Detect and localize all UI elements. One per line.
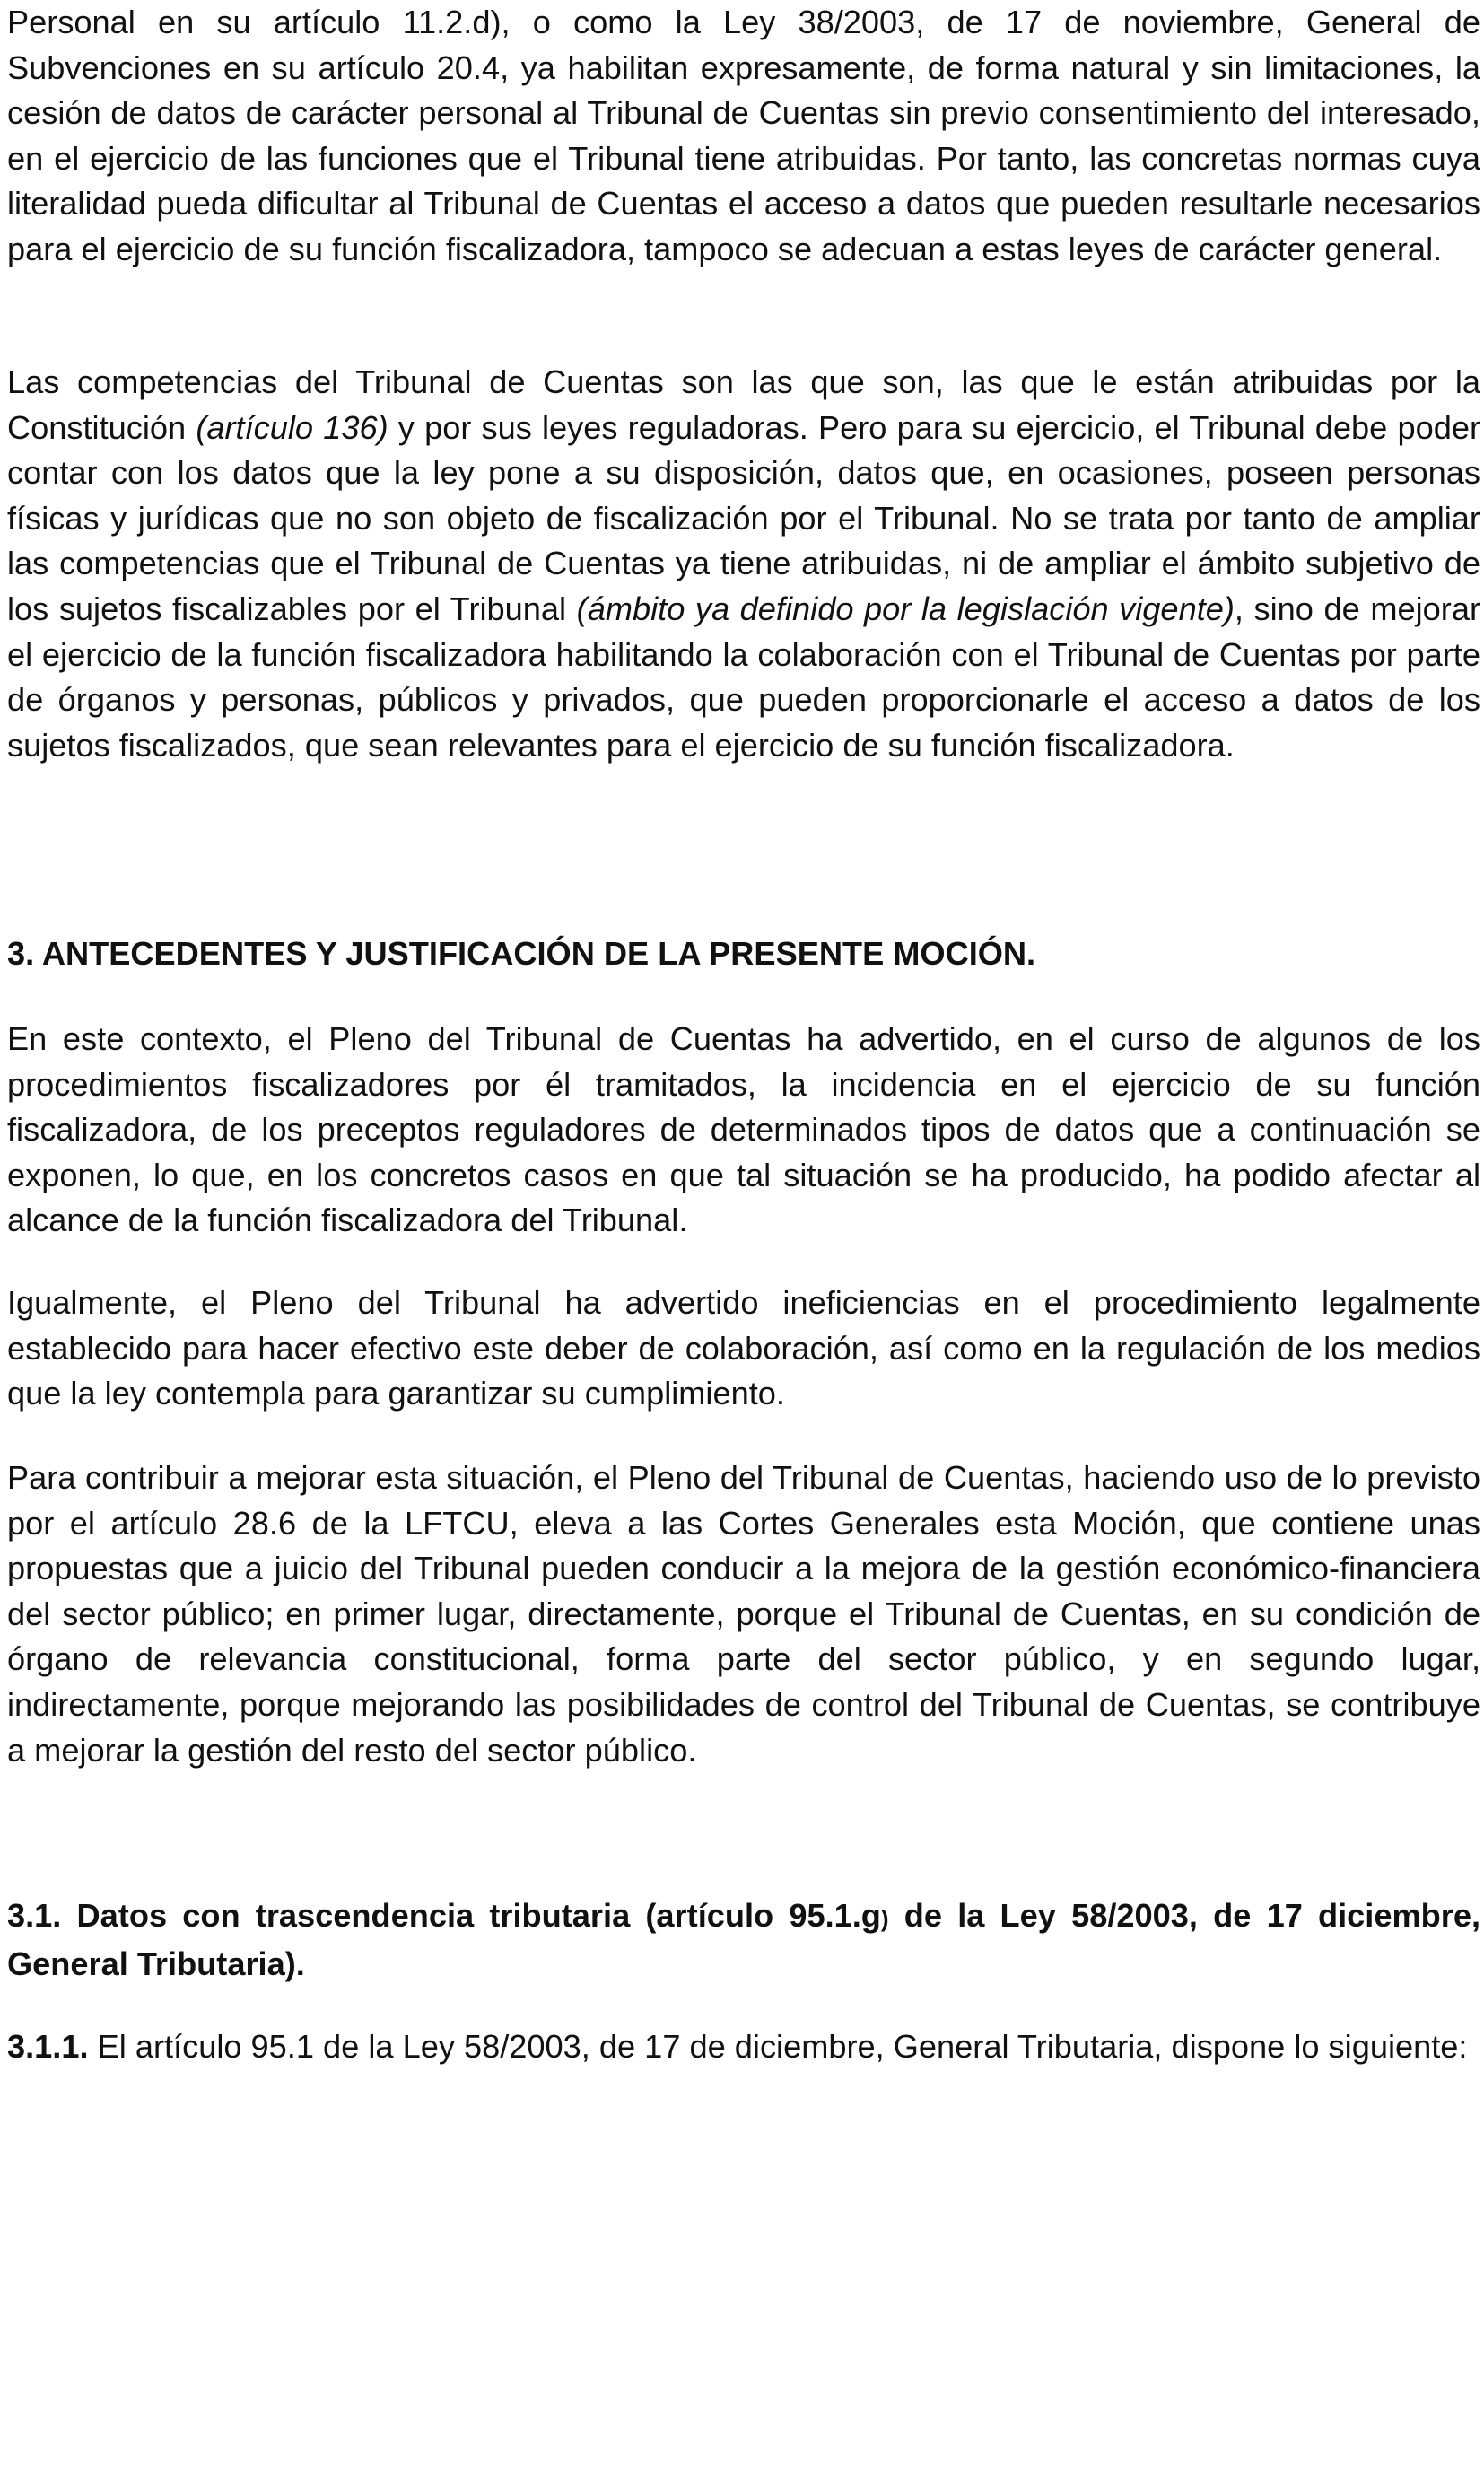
section-3-heading: 3. ANTECEDENTES Y JUSTIFICACIÓN DE LA PRESENTE MOCIÓN.: [7, 935, 1036, 972]
paragraph-text: El artículo 95.1 de la Ley 58/2003, de 17 de diciembre, General Tributaria, dispone lo siguiente:: [88, 2028, 1468, 2065]
section-3-1-heading: 3.1. Datos con trascendencia tributaria (artículo 95.1.g) de la Ley 58/2003, de 17 diciembre, General Tributaria).: [7, 1897, 1481, 1982]
paragraph-text: Personal en su artículo 11.2.d), o como la Ley 38/2003, de 17 de noviembre, General de Subvenciones en su artículo 20.4, ya habilitan expresamente, de forma natural y sin limitaciones, la cesión de datos de carácter personal al Tribunal de Cuentas sin previo consentimiento del interesado, en el ejercicio de las funciones que el Tribunal tiene atribuidas. Por tanto, las concretas normas cuya literalidad pueda dificultar al Tribunal de Cuentas el acceso a datos que pueden resultarle necesarios para el ejercicio de su función fiscalizadora, tampoco se adecuan a estas leyes de carácter general.: [7, 4, 1480, 267]
paragraph-text: , sino de mejorar el ejercicio de la función fiscalizadora habilitando la colaboración con el Tribunal de Cuentas por parte de órganos y personas, públicos y privados, que pueden proporcionarle el acceso a datos de los sujetos fiscalizados, que sean relevantes para el ejercicio de su función fiscalizadora.: [7, 590, 1480, 764]
paragraph-text: En este contexto, el Pleno del Tribunal de Cuentas ha advertido, en el curso de algunos de los procedimientos fiscalizadores por él tramitados, la incidencia en el ejercicio de su función fiscalizadora, de los preceptos reguladores de determinados tipos de datos que a continuación se exponen, lo que, en los concretos casos en que tal situación se ha producido, ha podido afectar al alcance de la función fiscalizadora del Tribunal.: [7, 1020, 1480, 1239]
paragraph-ineficiencias: [7, 1280, 1480, 1417]
paragraph-text: Para contribuir a mejorar esta situación, el Pleno del Tribunal de Cuentas, haciendo uso de lo previsto por el artículo 28.6 de la LFTCU, eleva a las Cortes Generales esta Moción, que contiene unas propuestas que a juicio del Tribunal pueden conducir a la mejora de la gestión económico-financiera del sector público; en primer lugar, directamente, porque el Tribunal de Cuentas, en su condición de órgano de relevancia constitucional, forma parte del sector público, y en segundo lugar, indirectamente, porque mejorando las posibilidades de control del Tribunal de Cuentas, se contribuye a mejorar la gestión del resto del sector público.: [7, 1459, 1480, 1769]
italic-reference: (artículo 136): [196, 408, 388, 446]
italic-reference: (ámbito ya definido por la legislación vigente): [576, 590, 1235, 627]
paragraph-3-1-1: [7, 2024, 1480, 2070]
paragraph-mocion: [7, 1455, 1480, 1773]
paragraph-data-access: [7, 0, 1480, 273]
paragraph-text: Las competencias del Tribunal de Cuentas son las que son, las que le están atribuidas por la Constitución: [7, 363, 1480, 446]
section-number: 3.1.1.: [7, 2028, 89, 2065]
paragraph-text: y por sus leyes reguladoras. Pero para su ejercicio, el Tribunal debe poder contar con los datos que la ley pone a su disposición, datos que, en ocasiones, poseen personas físicas y jurídicas que no son objeto de fiscalización por el Tribunal. No se trata por tanto de ampliar las competencias que el Tribunal de Cuentas ya tiene atribuidas, ni de ampliar el ámbito subjetivo de los sujetos fiscalizables por el Tribunal: [7, 408, 1481, 627]
paragraph-text: Igualmente, el Pleno del Tribunal ha advertido ineficiencias en el procedimiento legalmente establecido para hacer efectivo este deber de colaboración, así como en la regulación de los medios que la ley contempla para garantizar su cumplimiento.: [7, 1284, 1480, 1412]
paragraph-competencias: [7, 360, 1480, 768]
paragraph-contexto: [7, 1017, 1480, 1244]
